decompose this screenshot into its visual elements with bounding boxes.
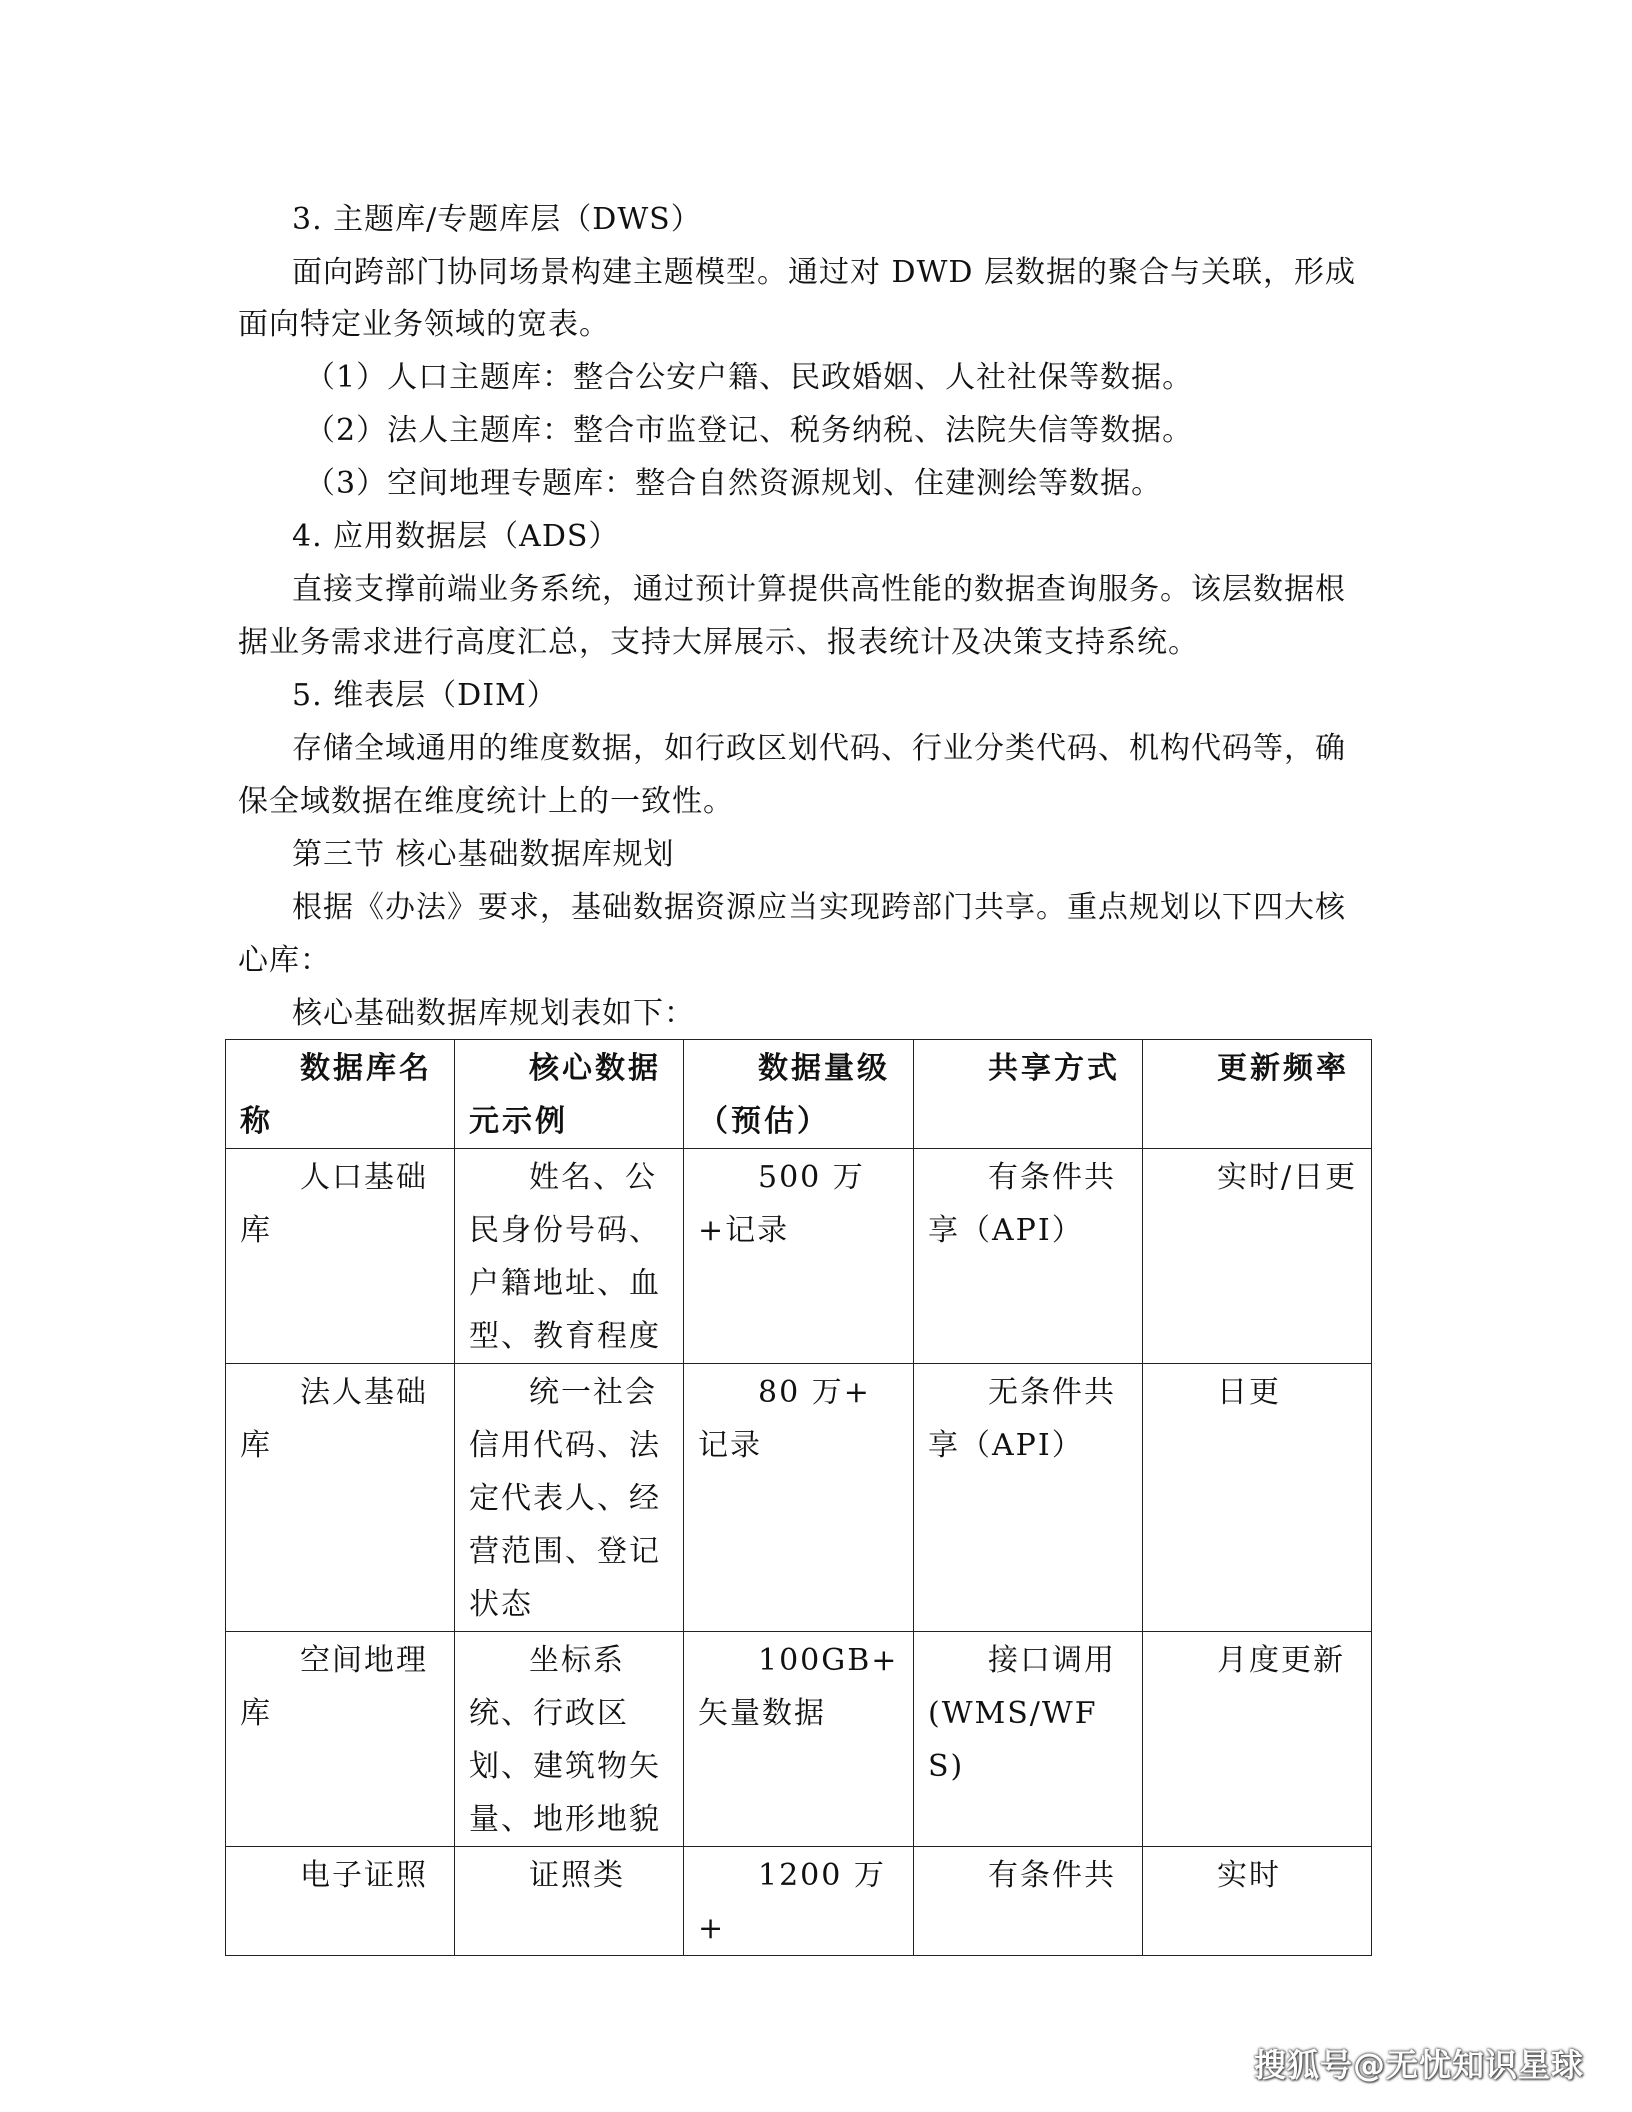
table-cell: 证照类 bbox=[455, 1847, 684, 1956]
heading-dws: 3. 主题库/专题库层（DWS） bbox=[292, 202, 702, 237]
table-cell: 有条件共享（API） bbox=[914, 1149, 1143, 1364]
table-cell: 100GB+ 矢量数据 bbox=[684, 1632, 914, 1847]
paragraph-dim-line1: 存储全域通用的维度数据，如行政区划代码、行业分类代码、机构代码等，确 bbox=[292, 731, 1346, 766]
table-cell: 月度更新 bbox=[1143, 1632, 1372, 1847]
table-header-row bbox=[226, 1040, 1372, 1149]
table-cell: 接口调用(WMS/WFS) bbox=[914, 1632, 1143, 1847]
table-cell: 电子证照 bbox=[226, 1847, 455, 1956]
section-title: 第三节 核心基础数据库规划 bbox=[292, 837, 675, 872]
table-cell: 空间地理库 bbox=[226, 1632, 455, 1847]
paragraph-ads-line1: 直接支撑前端业务系统，通过预计算提供高性能的数据查询服务。该层数据根 bbox=[292, 572, 1346, 607]
table-row bbox=[226, 1149, 1372, 1364]
table-cell: 姓名、公民身份号码、户籍地址、血型、教育程度 bbox=[455, 1149, 684, 1364]
table-cell: 有条件共 bbox=[914, 1847, 1143, 1956]
table-cell: 法人基础库 bbox=[226, 1364, 455, 1632]
header-cell-frequency: 更新频率 bbox=[1143, 1040, 1372, 1149]
table-cell: 80 万+ 记录 bbox=[684, 1364, 914, 1632]
header-cell-sharing: 共享方式 bbox=[914, 1040, 1143, 1149]
table-row bbox=[226, 1364, 1372, 1632]
list-item-spatial: （3）空间地理专题库：整合自然资源规划、住建测绘等数据。 bbox=[305, 466, 1163, 501]
header-cell-volume: 数据量级（预估） bbox=[684, 1040, 914, 1149]
table-cell: 人口基础库 bbox=[226, 1149, 455, 1364]
paragraph-dws-line1: 面向跨部门协同场景构建主题模型。通过对 DWD 层数据的聚合与关联，形成 bbox=[292, 255, 1357, 290]
table-cell: 无条件共享（API） bbox=[914, 1364, 1143, 1632]
core-database-table bbox=[225, 1039, 1372, 1956]
table-cell: 坐标系统、行政区划、建筑物矢量、地形地貌 bbox=[455, 1632, 684, 1847]
heading-ads: 4. 应用数据层（ADS） bbox=[292, 519, 620, 554]
list-item-legal: （2）法人主题库：整合市监登记、税务纳税、法院失信等数据。 bbox=[305, 413, 1194, 448]
list-item-population: （1）人口主题库：整合公安户籍、民政婚姻、人社社保等数据。 bbox=[305, 360, 1194, 395]
paragraph-dim-line2: 保全域数据在维度统计上的一致性。 bbox=[238, 784, 734, 819]
paragraph-dws-line2: 面向特定业务领域的宽表。 bbox=[238, 307, 610, 342]
paragraph-ads-line2: 据业务需求进行高度汇总，支持大屏展示、报表统计及决策支持系统。 bbox=[238, 625, 1199, 660]
table-cell: 统一社会信用代码、法定代表人、经营范围、登记状态 bbox=[455, 1364, 684, 1632]
table-row bbox=[226, 1847, 1372, 1956]
paragraph-core-line1: 根据《办法》要求，基础数据资源应当实现跨部门共享。重点规划以下四大核 bbox=[292, 890, 1346, 925]
paragraph-core-line2: 心库： bbox=[238, 943, 331, 978]
table-cell: 1200 万+ bbox=[684, 1847, 914, 1956]
header-cell-name: 数据库名称 bbox=[226, 1040, 455, 1149]
table-cell: 实时 bbox=[1143, 1847, 1372, 1956]
header-cell-elements: 核心数据元示例 bbox=[455, 1040, 684, 1149]
table-caption: 核心基础数据库规划表如下： bbox=[292, 996, 695, 1031]
table-row bbox=[226, 1632, 1372, 1847]
table-cell: 实时/日更 bbox=[1143, 1149, 1372, 1364]
table-cell: 500 万+记录 bbox=[684, 1149, 914, 1364]
table-cell: 日更 bbox=[1143, 1364, 1372, 1632]
heading-dim: 5. 维表层（DIM） bbox=[292, 678, 558, 713]
watermark: 搜狐号@无忧知识星球 bbox=[1253, 2046, 1584, 2084]
